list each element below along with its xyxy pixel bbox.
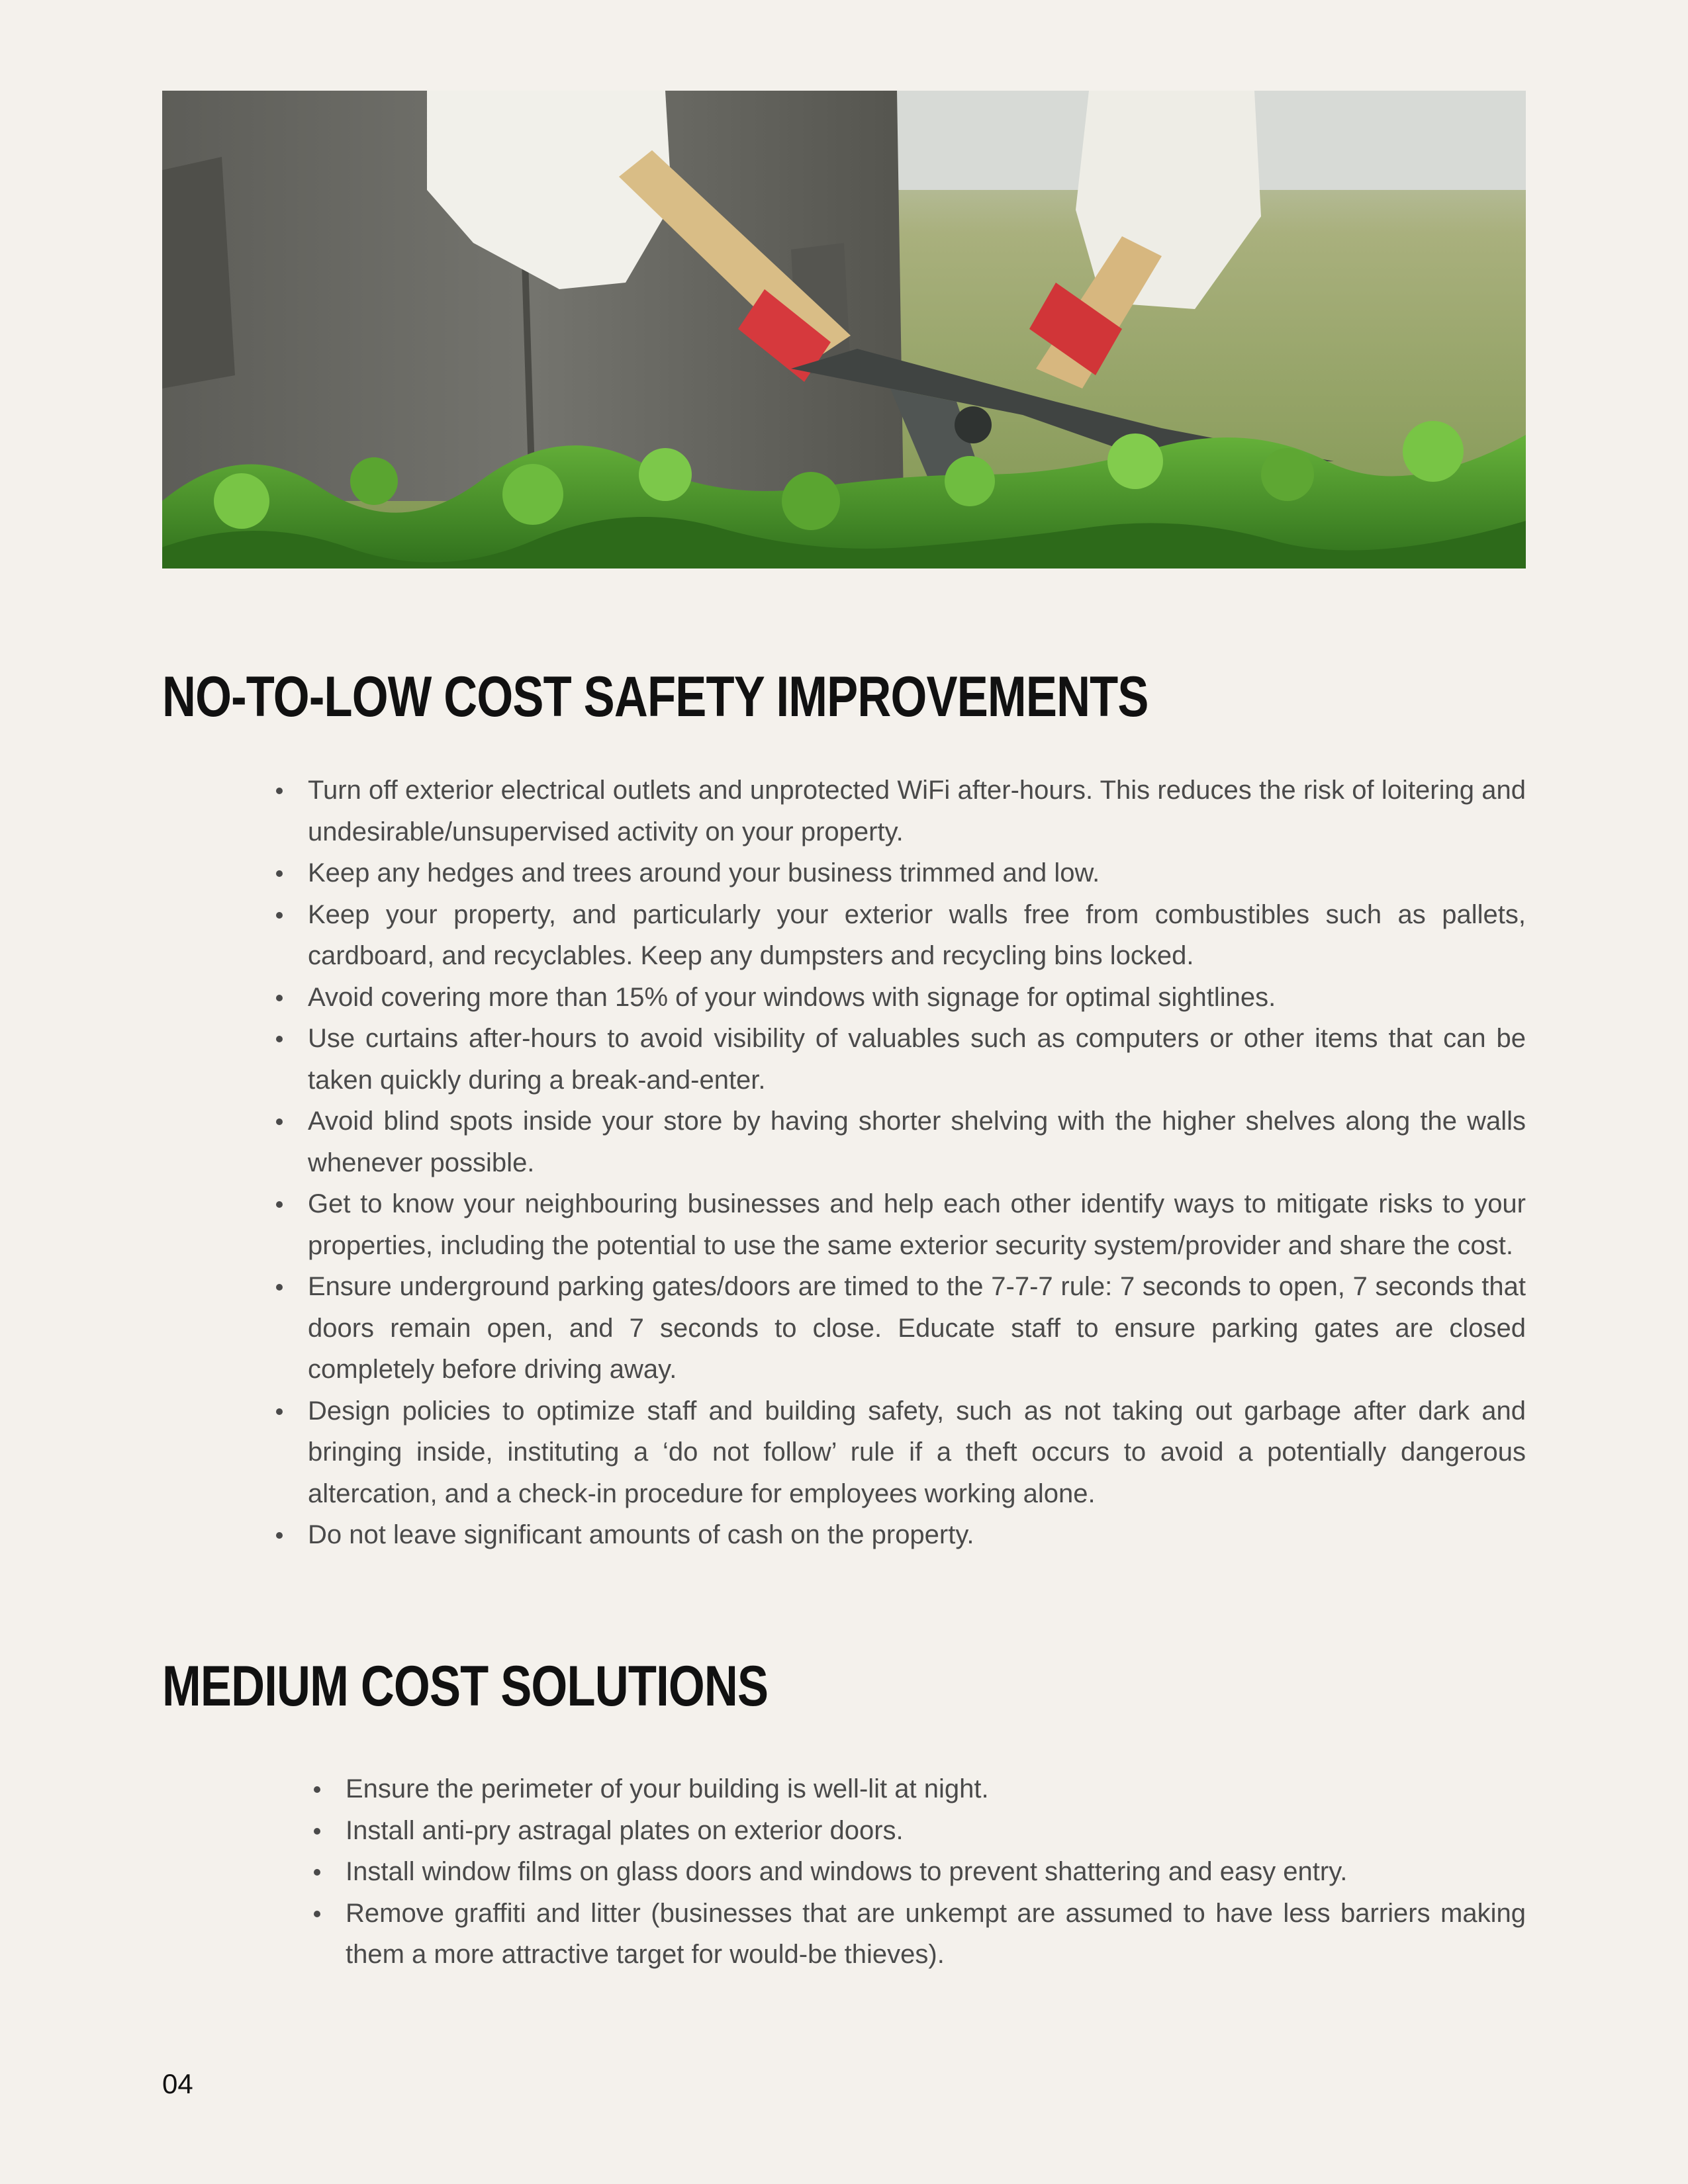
list-item: Keep any hedges and trees around your business trimmed and low. xyxy=(308,852,1526,894)
page-number: 04 xyxy=(162,2068,193,2099)
list-item: Design policies to optimize staff and building safety, such as not taking out garbage after dark and bringing inside, instituting a ‘do not follow’ rule if a theft occurs to avoid a potentially dangerous altercation, and a check-in procedure for employees working alone. xyxy=(308,1390,1526,1515)
list-item: Install window films on glass doors and windows to prevent shattering and easy entry. xyxy=(346,1851,1526,1893)
list-item: Remove graffiti and litter (businesses that are unkempt are assumed to have less barriers making them a more attractive target for would-be thieves). xyxy=(346,1893,1526,1976)
list-item: Keep your property, and particularly your exterior walls free from combustibles such as pallets, cardboard, and recyclables. Keep any dumpsters and recycling bins locked. xyxy=(308,894,1526,977)
list-item: Do not leave significant amounts of cash on the property. xyxy=(308,1514,1526,1556)
list-item: Avoid covering more than 15% of your windows with signage for optimal sightlines. xyxy=(308,977,1526,1019)
hero-image xyxy=(162,91,1526,569)
section-heading-medium-cost: MEDIUM COST SOLUTIONS xyxy=(162,1655,769,1718)
hedge-trimming-photo-icon xyxy=(162,91,1526,569)
list-item: Avoid blind spots inside your store by having shorter shelving with the higher shelves along the walls whenever possible. xyxy=(308,1101,1526,1183)
section-heading-low-cost: NO-TO-LOW COST SAFETY IMPROVEMENTS xyxy=(162,665,1149,729)
medium-cost-list xyxy=(346,1768,1526,1976)
low-cost-list xyxy=(308,770,1526,1556)
list-item: Ensure the perimeter of your building is well-lit at night. xyxy=(346,1768,1526,1810)
list-item: Turn off exterior electrical outlets and unprotected WiFi after-hours. This reduces the risk of loitering and undesirable/unsupervised activity on your property. xyxy=(308,770,1526,852)
list-item: Ensure underground parking gates/doors are timed to the 7-7-7 rule: 7 seconds to open, 7 seconds that doors remain open, and 7 seconds to close. Educate staff to ensure parking gates are closed completely before driving away. xyxy=(308,1266,1526,1390)
list-item: Install anti-pry astragal plates on exterior doors. xyxy=(346,1810,1526,1852)
list-item: Get to know your neighbouring businesses and help each other identify ways to mitigate risks to your properties, including the potential to use the same exterior security system/provider and share the cost. xyxy=(308,1183,1526,1266)
list-item: Use curtains after-hours to avoid visibility of valuables such as computers or other items that can be taken quickly during a break-and-enter. xyxy=(308,1018,1526,1101)
